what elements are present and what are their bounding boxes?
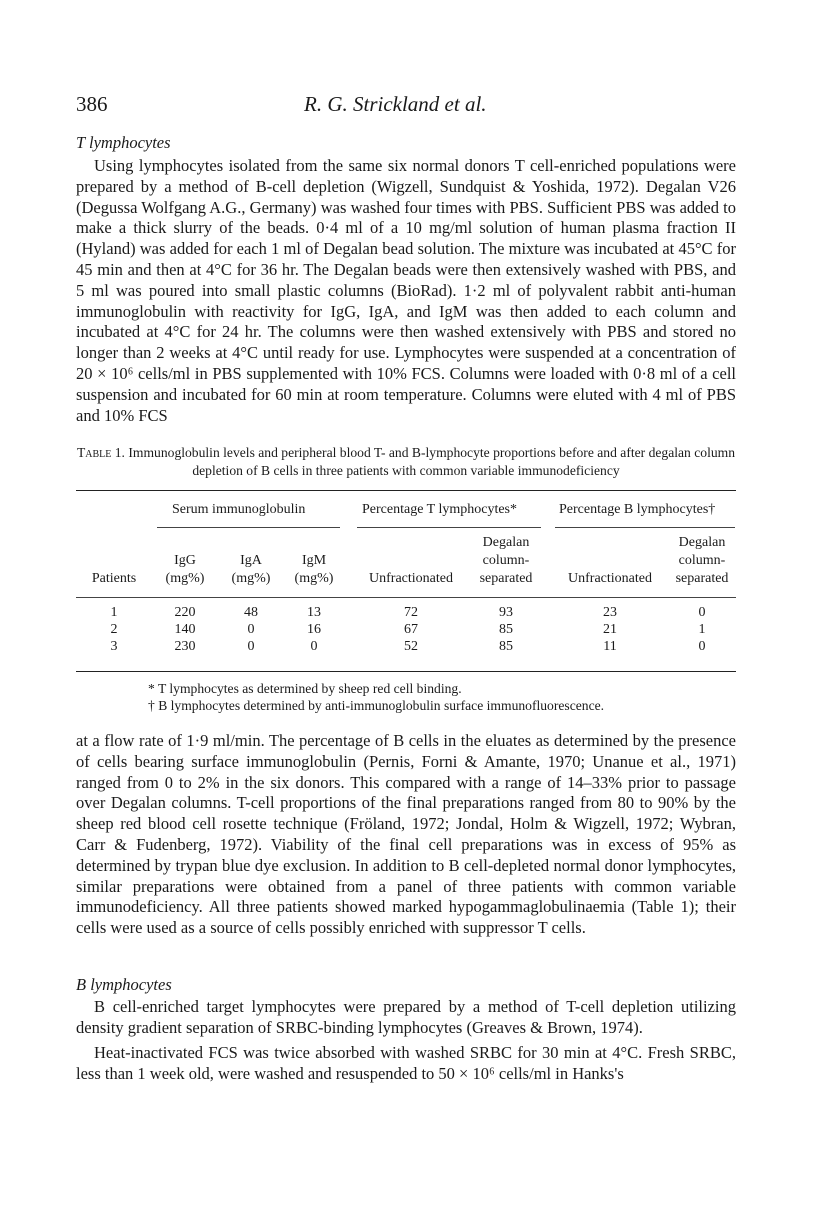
cell-iga: 0 — [247, 639, 255, 654]
cell-t-degalan: 85 — [499, 639, 513, 654]
col-head-t-degalan — [468, 534, 544, 588]
t-lymphocytes-paragraph: Using lymphocytes isolated from the same six normal donors T cell-enriched populations were prepared by a method of B-cell depletion (Wigzell, Sundquist & Yoshida, 1972). Degalan V26 (Degussa Wolfgang A.G., Germany) was washed four times with PBS. Sufficient PBS was added to make a thick slurry of the beads. 0·4 ml of a 10 mg/ml solution of human plasma fraction II (Hyland) was added for each 1 ml of Degalan bead solution. The mixture was incubated at 45°C for 45 min and then at 4°C for 36 hr. The Degalan beads were then extensively washed with PBS, and 5 ml was poured into small plastic columns (BioRad). 1·2 ml of polyvalent rabbit anti-human immunoglobulin with reactivity for IgG, IgA, and IgM was then added to each column and incubated at 4°C for 24 hr. The columns were then washed extensively with PBS and stored no longer than 2 weeks at 4°C until ready for use. Lymphocytes were suspended at a concentration of 20 × 10⁶ cells/ml in PBS supplemented with 10% FCS. Columns were loaded with 0·8 ml of a cell suspension and incubated for 60 min at room temperature. Columns were eluted with 4 ml of PBS and 10% FCS — [76, 156, 736, 425]
table-caption — [76, 444, 736, 479]
table-bottom-rule — [76, 671, 736, 672]
cell-patient: 3 — [110, 639, 118, 654]
cell-igg: 220 — [174, 605, 196, 620]
table-label: Table 1. — [76, 445, 125, 460]
cell-igg: 230 — [174, 639, 196, 654]
col-head-b-degalan-line2: column- — [678, 553, 726, 568]
cell-b-unfractionated: 21 — [603, 622, 617, 637]
col-head-iga-unit: (mg%) — [231, 571, 271, 586]
cell-iga: 48 — [244, 605, 258, 620]
cell-iga: 0 — [247, 622, 255, 637]
b-lymphocytes-paragraph-2: Heat-inactivated FCS was twice absorbed with washed SRBC for 30 min at 4°C. Fresh SRBC, less than 1 week old, were washed and resuspended to 50 × 10⁶ cells/ml in Hanks's — [76, 1043, 736, 1083]
section-heading-b-lymphocytes: B lymphocytes — [76, 975, 172, 994]
cell-igm: 0 — [310, 639, 318, 654]
table-header-rule — [76, 597, 736, 598]
cell-patient: 1 — [110, 605, 118, 620]
cell-patient: 2 — [110, 622, 118, 637]
col-head-igg-name: IgG — [174, 553, 196, 568]
col-head-iga-name: IgA — [240, 553, 262, 568]
col-head-b-degalan-line3: separated — [675, 571, 729, 586]
table-footnote-t: * T lymphocytes as determined by sheep red cell binding. — [148, 681, 462, 696]
table-caption-text: Immunoglobulin levels and peripheral blood T- and B-lymphocyte proportions before and after degalan column depletion of B cells in three patients with common variable immunodeficiency — [128, 445, 736, 478]
col-head-igm — [286, 552, 342, 588]
group-head-serum: Serum immunoglobulin — [172, 502, 306, 517]
section-heading-t-lymphocytes: T lymphocytes — [76, 133, 171, 152]
cell-igm: 16 — [307, 622, 321, 637]
col-head-patients: Patients — [91, 571, 137, 586]
group-head-b: Percentage B lymphocytes† — [559, 502, 716, 517]
col-head-igg — [160, 552, 210, 588]
cell-b-unfractionated: 23 — [603, 605, 617, 620]
b-lymphocytes-paragraph-1: B cell-enriched target lymphocytes were prepared by a method of T-cell depletion utilizing density gradient separation of SRBC-binding lymphocytes (Greaves & Brown, 1974). — [76, 997, 736, 1037]
col-head-igm-name: IgM — [301, 553, 327, 568]
col-head-b-unfractionated: Unfractionated — [568, 571, 652, 586]
page-number: 386 — [76, 92, 108, 116]
cell-t-unfractionated: 67 — [404, 622, 418, 637]
cell-t-degalan: 93 — [499, 605, 513, 620]
cell-t-degalan: 85 — [499, 622, 513, 637]
cell-t-unfractionated: 52 — [404, 639, 418, 654]
running-head: R. G. Strickland et al. — [304, 92, 487, 116]
col-head-t-degalan-line3: separated — [479, 571, 533, 586]
cell-igg: 140 — [174, 622, 196, 637]
group-head-t: Percentage T lymphocytes* — [362, 502, 517, 517]
col-head-iga — [223, 552, 279, 588]
cell-t-unfractionated: 72 — [404, 605, 418, 620]
cell-b-degalan: 0 — [698, 605, 706, 620]
col-head-t-unfractionated: Unfractionated — [369, 571, 453, 586]
col-head-t-degalan-line1: Degalan — [482, 535, 530, 550]
cell-b-unfractionated: 11 — [603, 639, 617, 654]
table-top-rule — [76, 490, 736, 491]
col-head-t-degalan-line2: column- — [482, 553, 530, 568]
cell-igm: 13 — [307, 605, 321, 620]
group-rule-serum — [157, 527, 340, 528]
group-rule-b — [555, 527, 735, 528]
col-head-b-degalan-line1: Degalan — [678, 535, 726, 550]
cell-b-degalan: 0 — [698, 639, 706, 654]
page-header — [76, 92, 736, 122]
continuation-paragraph: at a flow rate of 1·9 ml/min. The percentage of B cells in the eluates as determined by the presence of cells bearing surface immunoglobulin (Pernis, Forni & Amante, 1970; Unanue et al., 1971) ranged from 0 to 2% in the six donors. This compared with a range of 14–33% prior to passage over Degalan columns. T-cell proportions of the final preparations ranged from 80 to 90% by the sheep red blood cell rosette technique (Fröland, 1972; Jondal, Holm & Wigzell, 1972; Wybran, Carr & Fudenberg, 1972). Viability of the final cell preparations was in excess of 95% as determined by trypan blue dye exclusion. In addition to B cell-depleted normal donor lymphocytes, similar preparations were obtained from a panel of three patients with common variable immunodeficiency. All three patients showed marked hypogammaglobulinaemia (Table 1); their cells were used as a source of cells possibly enriched with suppressor T cells. — [76, 731, 736, 938]
col-head-igm-unit: (mg%) — [294, 571, 334, 586]
cell-b-degalan: 1 — [698, 622, 706, 637]
col-head-b-degalan — [664, 534, 740, 588]
col-head-igg-unit: (mg%) — [165, 571, 205, 586]
table-footnote-b: † B lymphocytes determined by anti-immunoglobulin surface immunofluorescence. — [148, 698, 605, 713]
group-rule-t — [357, 527, 541, 528]
